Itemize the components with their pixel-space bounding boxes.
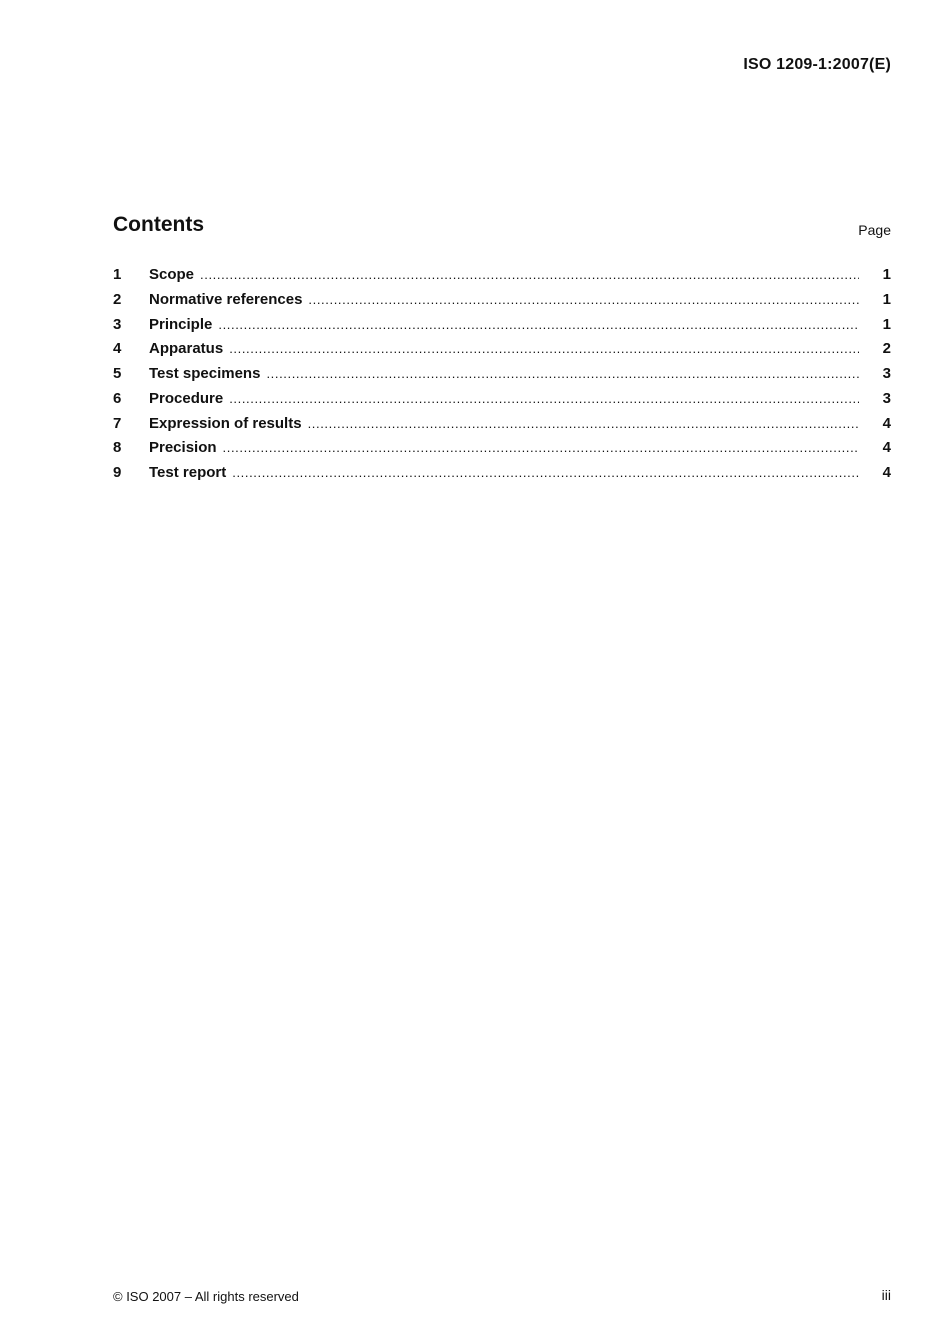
toc-entry-page: 4: [882, 439, 891, 457]
dot-leader: [200, 267, 859, 282]
document-id: ISO 1209-1:2007(E): [743, 56, 891, 73]
toc-entry-title[interactable]: Precision: [149, 439, 217, 457]
toc-entry-number: 2: [113, 290, 122, 308]
toc-entry-title[interactable]: Apparatus: [149, 340, 224, 358]
dot-leader: [232, 465, 859, 480]
toc-entry-page: 3: [882, 365, 891, 382]
toc-entry-page: 2: [882, 340, 891, 358]
toc-entry-page: 3: [882, 389, 891, 407]
toc-entry-title[interactable]: Principle: [149, 315, 213, 333]
toc-entry-page: 1: [882, 266, 891, 283]
toc-entry-number: 6: [113, 389, 122, 407]
toc-entry-title[interactable]: Normative references: [149, 290, 303, 308]
contents-title: Contents: [113, 213, 204, 236]
toc-entry-expression-of-results[interactable]: [113, 415, 891, 440]
toc-entry-procedure[interactable]: [113, 390, 891, 415]
toc-entry-apparatus[interactable]: [113, 340, 891, 365]
toc-entry-precision[interactable]: [113, 439, 891, 464]
toc-entry-number: 4: [113, 340, 122, 358]
dot-leader: [308, 416, 859, 431]
copyright-notice: © ISO 2007 – All rights reserved: [113, 1289, 299, 1304]
dot-leader: [223, 440, 859, 455]
toc-entry-scope[interactable]: [113, 266, 891, 291]
dot-leader: [229, 391, 859, 406]
toc-entry-number: 9: [113, 464, 122, 481]
toc-entry-page: 4: [882, 464, 891, 481]
dot-leader: [308, 292, 859, 307]
dot-leader: [266, 366, 859, 381]
dot-leader: [218, 317, 859, 332]
toc-entry-title[interactable]: Scope: [149, 266, 195, 283]
dot-leader: [229, 341, 859, 356]
toc-entry-title[interactable]: Test report: [149, 464, 227, 481]
toc-entry-title[interactable]: Test specimens: [149, 365, 261, 382]
toc-entry-number: 5: [113, 365, 122, 382]
toc-entry-principle[interactable]: [113, 316, 891, 341]
page-column-label: Page: [858, 222, 891, 238]
toc-entry-test-specimens[interactable]: [113, 365, 891, 390]
toc-entry-page: 4: [882, 414, 891, 432]
toc-entry-number: 8: [113, 439, 122, 457]
toc-entry-number: 3: [113, 315, 122, 333]
toc-entry-number: 7: [113, 414, 122, 432]
contents-header: [113, 213, 891, 243]
toc-entry-page: 1: [882, 315, 891, 333]
table-of-contents: [113, 266, 891, 489]
page-number: iii: [881, 1287, 891, 1303]
toc-entry-title[interactable]: Procedure: [149, 389, 224, 407]
toc-entry-page: 1: [882, 290, 891, 308]
toc-entry-test-report[interactable]: [113, 464, 891, 489]
toc-entry-normative-references[interactable]: [113, 291, 891, 316]
toc-entry-number: 1: [113, 266, 122, 283]
toc-entry-title[interactable]: Expression of results: [149, 414, 302, 432]
